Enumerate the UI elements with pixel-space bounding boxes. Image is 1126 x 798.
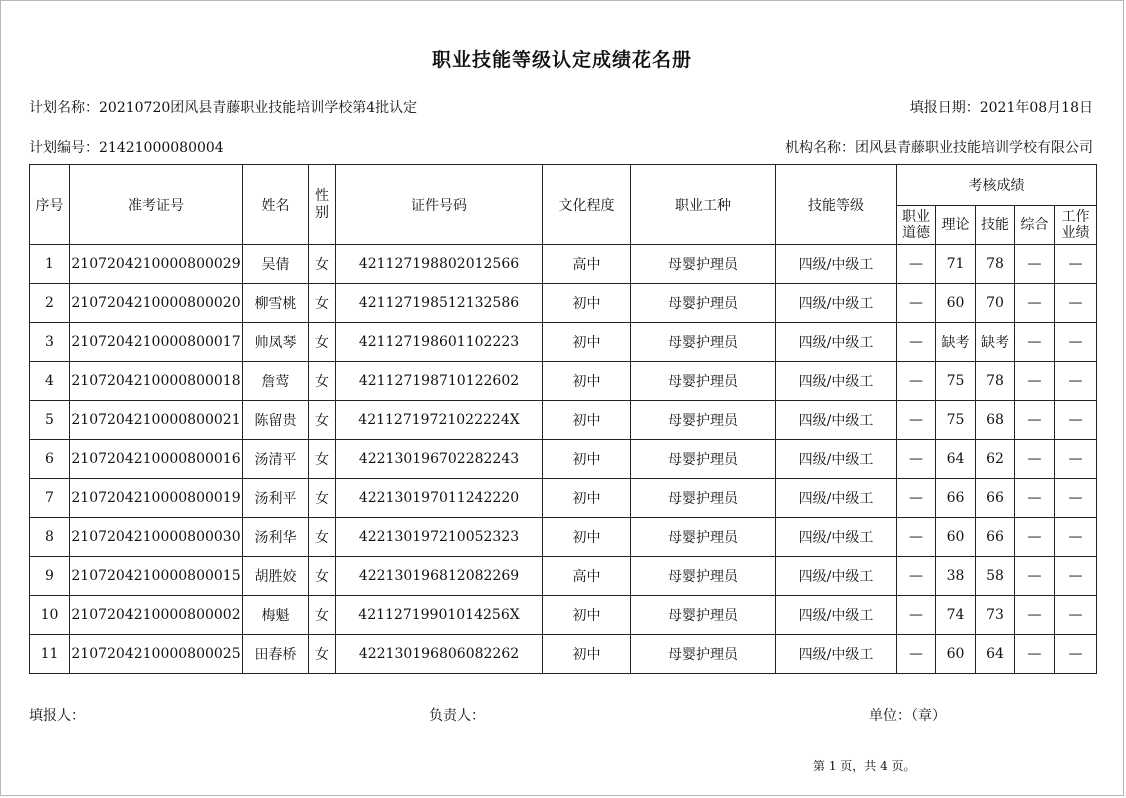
cell-skill-level: 四级/中级工	[776, 245, 897, 284]
cell-id-no: 422130196812082269	[336, 557, 543, 596]
cell-exam-no: 2107204210000800029	[70, 245, 243, 284]
cell-id-no: 422130196806082262	[336, 635, 543, 674]
cell-gender: 女	[309, 596, 336, 635]
cell-theory: 60	[936, 635, 976, 674]
cell-education: 初中	[543, 401, 631, 440]
plan-name: 计划名称：20210720团风县青藤职业技能培训学校第4批认定	[29, 100, 418, 116]
cell-skill: 64	[976, 635, 1015, 674]
cell-overall: —	[1015, 518, 1055, 557]
cell-exam-no: 2107204210000800018	[70, 362, 243, 401]
footer-unit-seal: 单位：（章）	[869, 708, 946, 724]
table-row	[30, 440, 1097, 479]
cell-seq: 4	[30, 362, 70, 401]
header-ethics-line2: 道德	[902, 225, 930, 241]
cell-name: 田春桥	[243, 635, 309, 674]
header-skill: 技能	[976, 206, 1015, 245]
cell-seq: 11	[30, 635, 70, 674]
cell-ethics: —	[897, 557, 936, 596]
cell-work: —	[1055, 401, 1097, 440]
cell-gender: 女	[309, 518, 336, 557]
cell-ethics: —	[897, 401, 936, 440]
header-scores: 考核成绩	[897, 165, 1097, 206]
header-occupation: 职业工种	[631, 165, 776, 245]
cell-exam-no: 2107204210000800021	[70, 401, 243, 440]
cell-skill: 78	[976, 245, 1015, 284]
table-row	[30, 362, 1097, 401]
cell-overall: —	[1015, 596, 1055, 635]
cell-skill: 70	[976, 284, 1015, 323]
cell-skill-level: 四级/中级工	[776, 401, 897, 440]
header-seq: 序号	[30, 165, 70, 245]
footer-responsible: 负责人：	[429, 708, 485, 724]
table-row	[30, 323, 1097, 362]
cell-seq: 7	[30, 479, 70, 518]
cell-theory: 38	[936, 557, 976, 596]
cell-name: 吴倩	[243, 245, 309, 284]
cell-gender: 女	[309, 557, 336, 596]
cell-name: 汤利华	[243, 518, 309, 557]
table-row	[30, 518, 1097, 557]
cell-skill: 62	[976, 440, 1015, 479]
header-education: 文化程度	[543, 165, 631, 245]
table-row	[30, 284, 1097, 323]
cell-theory: 75	[936, 362, 976, 401]
roster-body	[30, 245, 1097, 674]
cell-skill: 68	[976, 401, 1015, 440]
cell-gender: 女	[309, 362, 336, 401]
header-work-line1: 工作	[1061, 209, 1090, 225]
cell-work: —	[1055, 635, 1097, 674]
header-overall: 综合	[1015, 206, 1055, 245]
cell-education: 初中	[543, 518, 631, 557]
cell-name: 汤清平	[243, 440, 309, 479]
header-id-no: 证件号码	[336, 165, 543, 245]
cell-overall: —	[1015, 323, 1055, 362]
cell-overall: —	[1015, 284, 1055, 323]
cell-occupation: 母婴护理员	[631, 284, 776, 323]
cell-theory: 74	[936, 596, 976, 635]
cell-overall: —	[1015, 635, 1055, 674]
cell-skill: 66	[976, 479, 1015, 518]
cell-skill-level: 四级/中级工	[776, 284, 897, 323]
cell-gender: 女	[309, 401, 336, 440]
cell-work: —	[1055, 323, 1097, 362]
header-gender-line2: 别	[315, 204, 329, 221]
cell-name: 胡胜姣	[243, 557, 309, 596]
cell-id-no: 421127198802012566	[336, 245, 543, 284]
cell-seq: 10	[30, 596, 70, 635]
cell-education: 初中	[543, 323, 631, 362]
cell-education: 初中	[543, 596, 631, 635]
cell-id-no: 42112719901014256X	[336, 596, 543, 635]
cell-skill: 78	[976, 362, 1015, 401]
cell-exam-no: 2107204210000800019	[70, 479, 243, 518]
table-row	[30, 557, 1097, 596]
cell-name: 梅魁	[243, 596, 309, 635]
cell-seq: 8	[30, 518, 70, 557]
table-row	[30, 479, 1097, 518]
cell-gender: 女	[309, 284, 336, 323]
fill-date: 填报日期：2021年08月18日	[909, 100, 1093, 116]
cell-work: —	[1055, 596, 1097, 635]
cell-overall: —	[1015, 245, 1055, 284]
cell-theory: 71	[936, 245, 976, 284]
cell-exam-no: 2107204210000800002	[70, 596, 243, 635]
cell-exam-no: 2107204210000800025	[70, 635, 243, 674]
cell-overall: —	[1015, 479, 1055, 518]
cell-gender: 女	[309, 635, 336, 674]
cell-education: 初中	[543, 635, 631, 674]
header-ethics	[897, 206, 936, 245]
cell-occupation: 母婴护理员	[631, 557, 776, 596]
cell-occupation: 母婴护理员	[631, 323, 776, 362]
cell-name: 帅凤琴	[243, 323, 309, 362]
cell-skill-level: 四级/中级工	[776, 557, 897, 596]
cell-exam-no: 2107204210000800030	[70, 518, 243, 557]
cell-gender: 女	[309, 440, 336, 479]
cell-name: 柳雪桃	[243, 284, 309, 323]
cell-work: —	[1055, 479, 1097, 518]
cell-skill-level: 四级/中级工	[776, 362, 897, 401]
cell-ethics: —	[897, 518, 936, 557]
cell-skill: 缺考	[976, 323, 1015, 362]
cell-gender: 女	[309, 479, 336, 518]
cell-theory: 缺考	[936, 323, 976, 362]
cell-education: 高中	[543, 557, 631, 596]
cell-overall: —	[1015, 401, 1055, 440]
roster-table	[29, 164, 1097, 674]
cell-id-no: 42112719721022224X	[336, 401, 543, 440]
cell-seq: 3	[30, 323, 70, 362]
cell-exam-no: 2107204210000800017	[70, 323, 243, 362]
header-skill-level: 技能等级	[776, 165, 897, 245]
header-gender	[309, 165, 336, 245]
cell-education: 初中	[543, 362, 631, 401]
organization-name: 机构名称：团风县青藤职业技能培训学校有限公司	[785, 140, 1093, 156]
cell-ethics: —	[897, 284, 936, 323]
cell-skill-level: 四级/中级工	[776, 635, 897, 674]
cell-education: 初中	[543, 479, 631, 518]
cell-occupation: 母婴护理员	[631, 635, 776, 674]
header-theory: 理论	[936, 206, 976, 245]
cell-exam-no: 2107204210000800016	[70, 440, 243, 479]
cell-id-no: 422130196702282243	[336, 440, 543, 479]
cell-ethics: —	[897, 596, 936, 635]
cell-name: 汤利平	[243, 479, 309, 518]
cell-ethics: —	[897, 635, 936, 674]
cell-skill-level: 四级/中级工	[776, 518, 897, 557]
cell-name: 陈留贵	[243, 401, 309, 440]
cell-education: 高中	[543, 245, 631, 284]
cell-work: —	[1055, 362, 1097, 401]
cell-work: —	[1055, 518, 1097, 557]
cell-seq: 1	[30, 245, 70, 284]
cell-ethics: —	[897, 362, 936, 401]
cell-ethics: —	[897, 440, 936, 479]
cell-occupation: 母婴护理员	[631, 596, 776, 635]
cell-id-no: 422130197011242220	[336, 479, 543, 518]
cell-ethics: —	[897, 479, 936, 518]
cell-seq: 2	[30, 284, 70, 323]
cell-theory: 66	[936, 479, 976, 518]
cell-education: 初中	[543, 440, 631, 479]
table-row	[30, 245, 1097, 284]
table-row	[30, 401, 1097, 440]
cell-overall: —	[1015, 440, 1055, 479]
cell-seq: 5	[30, 401, 70, 440]
cell-occupation: 母婴护理员	[631, 401, 776, 440]
cell-occupation: 母婴护理员	[631, 479, 776, 518]
header-name: 姓名	[243, 165, 309, 245]
table-row	[30, 596, 1097, 635]
cell-skill: 58	[976, 557, 1015, 596]
cell-occupation: 母婴护理员	[631, 518, 776, 557]
cell-theory: 60	[936, 284, 976, 323]
cell-gender: 女	[309, 323, 336, 362]
cell-skill: 66	[976, 518, 1015, 557]
cell-overall: —	[1015, 362, 1055, 401]
cell-seq: 9	[30, 557, 70, 596]
table-row	[30, 635, 1097, 674]
plan-number: 计划编号：21421000080004	[29, 140, 224, 156]
cell-seq: 6	[30, 440, 70, 479]
cell-skill-level: 四级/中级工	[776, 479, 897, 518]
cell-exam-no: 2107204210000800015	[70, 557, 243, 596]
cell-id-no: 421127198601102223	[336, 323, 543, 362]
cell-id-no: 422130197210052323	[336, 518, 543, 557]
cell-name: 詹莺	[243, 362, 309, 401]
header-exam-no: 准考证号	[70, 165, 243, 245]
cell-occupation: 母婴护理员	[631, 245, 776, 284]
cell-work: —	[1055, 245, 1097, 284]
cell-work: —	[1055, 557, 1097, 596]
cell-education: 初中	[543, 284, 631, 323]
footer-filler: 填报人：	[29, 708, 85, 724]
cell-skill-level: 四级/中级工	[776, 596, 897, 635]
cell-skill-level: 四级/中级工	[776, 440, 897, 479]
cell-theory: 60	[936, 518, 976, 557]
cell-ethics: —	[897, 245, 936, 284]
cell-work: —	[1055, 284, 1097, 323]
cell-skill-level: 四级/中级工	[776, 323, 897, 362]
cell-exam-no: 2107204210000800020	[70, 284, 243, 323]
header-work-line2: 业绩	[1061, 225, 1090, 241]
cell-ethics: —	[897, 323, 936, 362]
cell-overall: —	[1015, 557, 1055, 596]
cell-id-no: 421127198710122602	[336, 362, 543, 401]
page-title: 职业技能等级认定成绩花名册	[431, 49, 692, 71]
header-ethics-line1: 职业	[902, 209, 930, 225]
header-work	[1055, 206, 1097, 245]
cell-theory: 64	[936, 440, 976, 479]
cell-occupation: 母婴护理员	[631, 362, 776, 401]
cell-theory: 75	[936, 401, 976, 440]
cell-skill: 73	[976, 596, 1015, 635]
cell-id-no: 421127198512132586	[336, 284, 543, 323]
cell-occupation: 母婴护理员	[631, 440, 776, 479]
cell-gender: 女	[309, 245, 336, 284]
header-gender-line1: 性	[315, 187, 329, 204]
cell-work: —	[1055, 440, 1097, 479]
page-indicator: 第 1 页，共 4 页。	[813, 759, 916, 773]
